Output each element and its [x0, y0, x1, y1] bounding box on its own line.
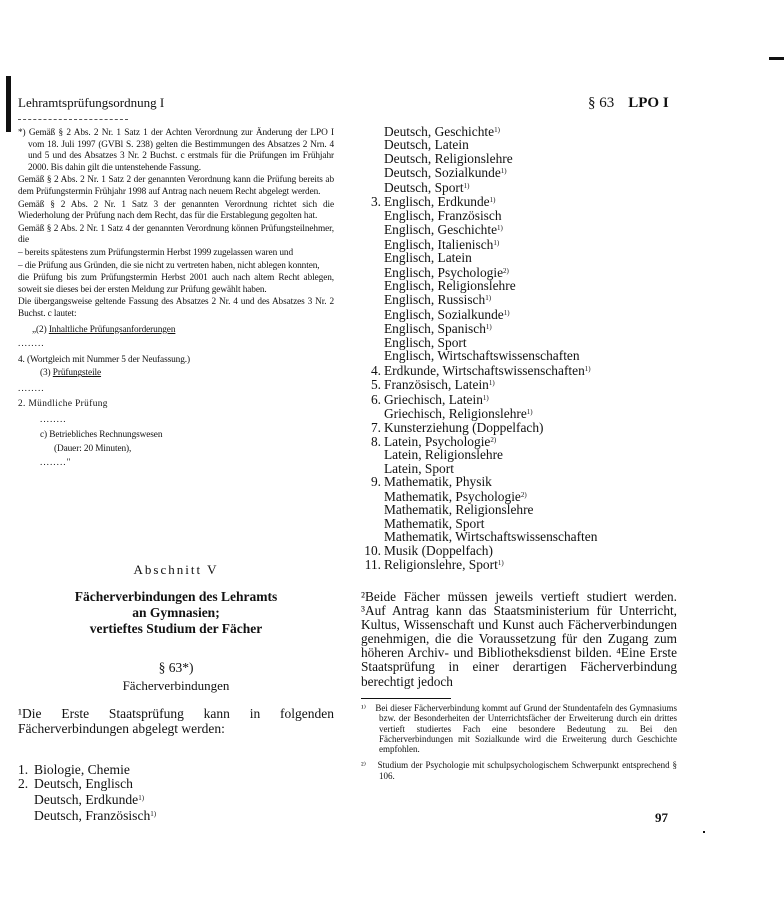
list-item: [361, 307, 597, 321]
continuation-paragraph: ²Beide Fächer müssen jeweils vertieft studiert werden. ³Auf Antrag kann das Staatsministerium für Unterricht, Kultus, Wissenschaft und Kunst auch Fächerverbindungen genehmigen, die die Voraussetzung für den Zugang zum höheren Archiv- und Bibliotheksdienst bilden. ⁴Eine Erste Staatsprüfung in einer derartigen Fächerverbindung berechtigt jedoch: [361, 589, 677, 689]
paragraph-number: § 63*): [158, 660, 194, 675]
list-text: Englisch, Sozialkunde: [384, 306, 504, 322]
footnote-2: [361, 760, 677, 781]
footnote-ref: 2): [503, 266, 509, 275]
list-item: [18, 777, 156, 791]
quoted-prefix: „(2): [32, 324, 47, 335]
list-item: [361, 237, 597, 251]
footnote-ref: 1): [497, 224, 503, 233]
list-item: [18, 807, 156, 823]
list-text: Biologie, Chemie: [34, 762, 130, 777]
footnote-ref: 1): [150, 810, 157, 818]
header-section-number: § 63: [588, 95, 615, 111]
quoted-line: [18, 325, 334, 337]
list-text: Deutsch, Sozialkunde: [384, 165, 501, 181]
list-number: 6.: [370, 391, 381, 407]
list-text: Religionslehre, Sport: [384, 557, 498, 573]
footnote-paragraph: Gemäß § 2 Abs. 2 Nr. 1 Satz 4 der genannten Verordnung können Prüfungsteilnehmer, die: [18, 223, 334, 246]
ellipsis-line: ........: [40, 415, 67, 426]
list-item: [361, 265, 597, 279]
list-item: [361, 503, 597, 516]
running-header-left: Lehramtsprüfungsordnung I: [18, 95, 165, 110]
footnote-text: Gemäß § 2 Abs. 2 Nr. 1 Satz 1 der Achten Verordnung zur Änderung der LPO I vom 18. Juli 1997 (GVBl S. 238) gelten die Bestimmungen des Absatzes 2 Nrn. 4 und 5 und des Absatzes 3 Nr. 2 Buchst. c erstmals für die Prüfungen im Frühjahr 2000. Bis dahin gilt die untenstehende Fassung.: [28, 128, 334, 173]
list-item: [361, 557, 597, 571]
footnote-ref: 1): [463, 181, 470, 190]
list-item: [361, 544, 597, 557]
list-text: Deutsch, Latein: [384, 137, 469, 153]
list-number: 8.: [370, 433, 381, 449]
list-text: Latein, Religionslehre: [384, 447, 503, 463]
footnote-ref: 1): [138, 794, 145, 802]
list-number: 5.: [370, 377, 381, 393]
list-item: [18, 763, 156, 777]
list-item: [18, 791, 156, 807]
list-text: Deutsch, Geschichte: [384, 124, 495, 139]
section-heading-line: an Gymnasien;: [132, 605, 220, 620]
list-number: 4.: [370, 362, 381, 378]
footnote-paragraph: Die übergangsweise geltende Fassung des Absatzes 2 Nr. 4 und des Absatzes 3 Nr. 2 Buchst. c lautet:: [18, 297, 334, 319]
list-text: Englisch, Erdkunde: [384, 194, 490, 210]
quoted-line: (Dauer: 20 Minuten),: [54, 444, 132, 455]
header-code: LPO I: [628, 95, 669, 111]
list-item: [361, 377, 597, 391]
list-text: Mathematik, Physik: [384, 474, 492, 490]
list-text: Griechisch, Latein: [384, 391, 483, 407]
footnote-paragraph: Gemäß § 2 Abs. 2 Nr. 1 Satz 2 der genannten Verordnung kann die Prüfung bereits ab dem Prüfungstermin Frühjahr 1998 auf Antrag nach neuem Recht abgelegt werden.: [18, 175, 334, 197]
list-item: [361, 336, 597, 349]
list-text: Französisch, Latein: [384, 377, 489, 393]
ellipsis-line: ........: [18, 339, 45, 350]
list-text: Englisch, Russisch: [384, 292, 486, 308]
list-text: Englisch, Wirtschaftswissenschaften: [384, 348, 580, 364]
quoted-heading: Prüfungsteile: [52, 368, 102, 379]
footnote-ref: 1): [494, 126, 500, 134]
footnote-ref: 2): [490, 435, 497, 444]
margin-bar: [6, 76, 11, 132]
footnote-text: Studium der Psychologie mit schulpsychologischem Schwerpunkt entsprechend § 106.: [377, 760, 677, 781]
list-item: [361, 209, 597, 222]
footnote-ref: 1): [489, 196, 496, 205]
list-item: [361, 180, 597, 194]
footnote-ref: 1): [497, 559, 504, 568]
right-footnotes: [361, 703, 677, 787]
combination-list-left: [18, 763, 156, 823]
quoted-heading: Inhaltliche Prüfungsanforderungen: [48, 324, 176, 335]
list-text: Latein, Sport: [384, 460, 454, 476]
section-heading: [18, 589, 334, 637]
ellipsis-line: ........: [18, 383, 45, 394]
list-item: [361, 321, 597, 335]
list-item: [361, 421, 597, 434]
section-heading-line: Fächerverbindungen des Lehramts: [74, 589, 278, 604]
list-text: Griechisch, Religionslehre: [384, 406, 527, 422]
footnote-ref: 1): [485, 323, 492, 332]
intro-paragraph: ¹Die Erste Staatsprüfung kann in folgenden Fächerverbindungen abgelegt werden:: [18, 706, 334, 736]
paragraph-title: Fächerverbindungen: [122, 678, 230, 693]
list-item: [361, 530, 597, 543]
list-text: Mathematik, Sport: [384, 515, 485, 531]
footnote-ref: 2): [520, 490, 527, 499]
footnote-divider: [18, 119, 128, 120]
footnote-ref: 1): [503, 308, 510, 317]
left-footnote-block: [18, 128, 334, 470]
list-item: [361, 489, 597, 503]
quoted-line: c) Betriebliches Rechnungswesen: [40, 429, 163, 440]
list-item: [361, 124, 597, 138]
footnote-rule: [361, 698, 451, 699]
list-text: Deutsch, Erdkunde: [34, 792, 139, 807]
list-item: [361, 138, 597, 151]
list-text: Mathematik, Wirtschaftswissenschaften: [384, 529, 598, 545]
page-number: 97: [655, 810, 668, 825]
footnote-bullet: – bereits spätestens zum Prüfungstermin Herbst 1999 zugelassen waren und: [18, 247, 293, 258]
footnote-1: [361, 703, 677, 754]
list-number: 9.: [370, 474, 381, 490]
section-label: Abschnitt V: [133, 562, 219, 577]
quoted-prefix: (3): [40, 368, 51, 379]
list-text: Kunsterziehung (Doppelfach): [384, 419, 544, 435]
list-item: [361, 448, 597, 461]
list-item: [361, 349, 597, 362]
list-item: [361, 462, 597, 475]
list-item: [361, 194, 597, 208]
list-text: Deutsch, Sport: [384, 179, 464, 195]
list-item: [361, 165, 597, 179]
list-text: Englisch, Religionslehre: [384, 277, 516, 293]
list-number: 1.: [18, 762, 29, 777]
list-text: Englisch, Spanisch: [384, 321, 486, 337]
footnote-ref: 1): [488, 379, 495, 388]
list-text: Englisch, Psychologie: [384, 264, 504, 280]
list-item: [361, 152, 597, 165]
list-text: Englisch, Geschichte: [384, 222, 498, 238]
list-item: [361, 279, 597, 292]
footnote-marker: ²⁾: [361, 760, 366, 771]
list-text: Erdkunde, Wirtschaftswissenschaften: [384, 362, 585, 378]
quoted-line: 2. Mündliche Prüfung: [18, 399, 108, 410]
list-text: Mathematik, Psychologie: [384, 488, 521, 504]
footnote-text: Bei dieser Fächerverbindung kommt auf Grund der Stundentafeln des Gymnasiums bzw. der Besonderheiten der Unterrichtsfächer der Erweiterung durch ein drittes vertieft studiertes Fach eine besondere Bedeutung zu. Bei den Fächerverbindungen mit Sozialkunde wird die Erweiterung durch Geschichte empfohlen.: [375, 703, 678, 755]
scan-speck: [703, 831, 705, 833]
list-item: [361, 434, 597, 448]
running-header-right: [588, 95, 669, 112]
list-item: [361, 406, 597, 420]
footnote-ref: 1): [584, 364, 591, 373]
list-text: Musik (Doppelfach): [384, 542, 493, 558]
quoted-line: 4. (Wortgleich mit Nummer 5 der Neufassung.): [18, 354, 190, 365]
list-number: 3.: [370, 194, 381, 210]
list-text: Deutsch, Französisch: [34, 808, 151, 823]
quoted-line: [18, 368, 334, 380]
footnote-paragraph: die Prüfung bis zum Prüfungstermin Herbst 2001 auch nach altem Recht ablegen, soweit sie dieses bei der ersten Meldung zur Prüfung gewählt haben.: [18, 273, 334, 295]
footnote-marker: ¹⁾: [361, 703, 366, 713]
footnote-paragraph: [18, 128, 334, 174]
list-text: Englisch, Sport: [384, 334, 467, 350]
list-number: 2.: [18, 776, 29, 791]
ellipsis-line: ........": [40, 457, 72, 468]
list-item: [361, 392, 597, 406]
list-item: [361, 363, 597, 377]
footnote-ref: 1): [493, 238, 500, 247]
list-item: [361, 517, 597, 530]
footnote-ref: 1): [526, 408, 533, 417]
corner-mark: [769, 57, 784, 60]
footnote-ref: 1): [500, 167, 507, 176]
list-item: [361, 292, 597, 306]
combination-list-right: [361, 124, 597, 572]
list-number: 10.: [364, 542, 381, 558]
footnote-marker: *): [18, 128, 26, 138]
section-heading-line: vertieftes Studium der Fächer: [89, 621, 263, 636]
list-item: [361, 251, 597, 264]
list-text: Englisch, Französisch: [384, 207, 502, 223]
list-text: Deutsch, Englisch: [34, 776, 133, 791]
list-text: Latein, Psychologie: [384, 433, 491, 449]
list-item: [361, 222, 597, 236]
footnote-bullet: – die Prüfung aus Gründen, die sie nicht zu vertreten haben, nicht ablegen konnten,: [18, 260, 320, 271]
footnote-ref: 1): [482, 393, 489, 402]
footnote-paragraph: Gemäß § 2 Abs. 2 Nr. 1 Satz 3 der genannten Verordnung richtet sich die Wiederholung der Prüfung nach dem Recht, das für die Erstablegung gegolten hat.: [18, 199, 334, 222]
list-text: Mathematik, Religionslehre: [384, 502, 534, 518]
footnote-ref: 1): [485, 294, 492, 303]
list-number: 7.: [370, 419, 381, 435]
list-text: Deutsch, Religionslehre: [384, 150, 513, 166]
list-text: Englisch, Latein: [384, 250, 472, 266]
list-item: [361, 475, 597, 488]
list-text: Englisch, Italienisch: [384, 236, 494, 252]
list-number: 11.: [364, 557, 381, 573]
